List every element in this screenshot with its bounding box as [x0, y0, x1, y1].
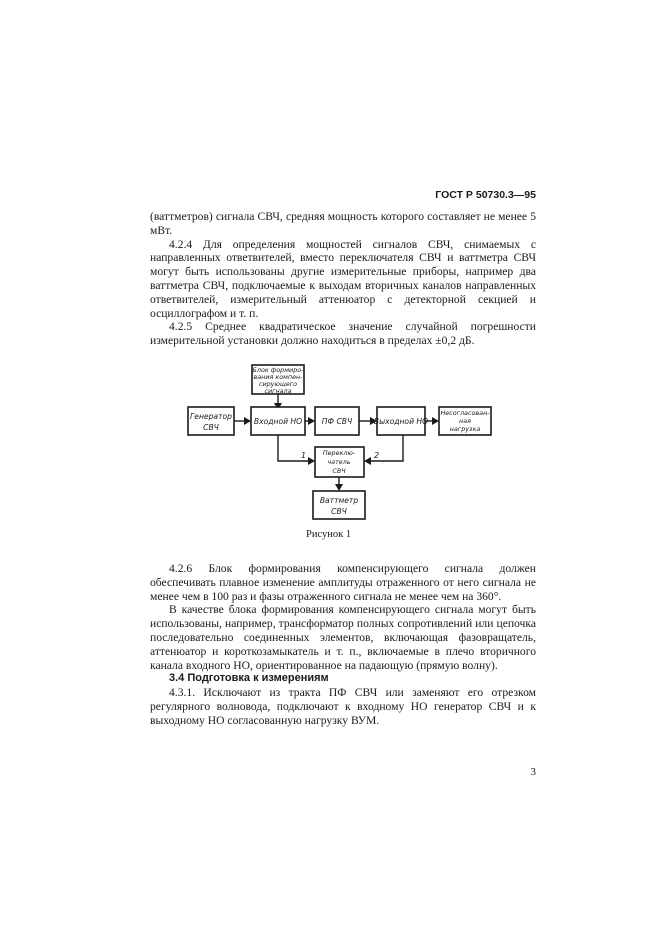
compensator-label-2: вания компен- [253, 373, 303, 381]
standard-header: ГОСТ Р 50730.3—95 [435, 189, 536, 201]
wattmeter-label-1: Ваттметр [319, 496, 359, 505]
compensator-label-4: сигнала [264, 387, 292, 395]
compensator-label-1: Блок формиро- [252, 366, 304, 374]
text-block-1 [150, 210, 536, 348]
switch-label-2: чатель [327, 458, 351, 466]
page-number: 3 [530, 766, 536, 778]
switch-label-1: Переклю- [322, 449, 356, 457]
filter-label: ПФ СВЧ [321, 417, 353, 426]
block-diagram [185, 363, 515, 523]
block-compensator [252, 365, 304, 395]
port-label-2: 2 [374, 451, 380, 460]
load-label-1: Несогласован- [440, 409, 490, 417]
paragraph-4-2-5: 4.2.5 Среднее квадратическое значение случайной погрешности измерительной установки должно находиться в пределах ±0,2 дБ. [150, 320, 536, 348]
block-load [439, 407, 491, 435]
compensator-label-3: сирующего [258, 380, 298, 388]
arrow-input-to-switch [308, 457, 315, 465]
arrow-generator-to-input [244, 417, 251, 425]
arrow-switch-to-wattmeter [335, 484, 343, 491]
port-label-1: 1 [301, 451, 307, 460]
block-wattmeter [313, 491, 365, 519]
output-coupler-label: Выходной НО [373, 417, 429, 426]
paragraph-compensator-options: В качестве блока формирования компенсирующего сигнала могут быть использованы, например, трансформатор полных сопротивлений или цепочка последовательно соединенных элементов, включающая фазовращатель, аттенюатор и короткозамыкатель и т. п., включаемые в плечо вторичного канала входного НО, ориентированное на падающую (прямую волну). [150, 603, 536, 672]
paragraph-4-2-4: 4.2.4 Для определения мощностей сигналов СВЧ, снимаемых с направленных ответвителей, вместо переключателя СВЧ и ваттметра СВЧ могут быть использованы другие измерительные приборы, например два ваттметра СВЧ, подключаемые к выходам вторичных каналов направленных ответвителей, измерительный аттенюатор с детекторной секцией и осциллографом и т. п. [150, 237, 536, 320]
paragraph-4-2-6: 4.2.6 Блок формирования компенсирующего сигнала должен обеспечивать плавное изменение амплитуды отраженного от него сигнала не менее чем в 100 раз и фазы отраженного сигнала не менее чем на 360°. [150, 562, 536, 603]
block-output-coupler [374, 407, 428, 435]
arrow-output-to-switch [364, 457, 371, 465]
switch-label-3: СВЧ [332, 467, 346, 475]
generator-label-2: СВЧ [203, 423, 219, 432]
block-filter [315, 407, 359, 435]
paragraph-4-3-1: 4.3.1. Исключают из тракта ПФ СВЧ или заменяют его отрезком регулярного волновода, подключают к входному НО генератор СВЧ и к выходному НО согласованную нагрузку ВУМ. [150, 686, 536, 727]
figure-caption: Рисунок 1 [306, 529, 352, 540]
block-generator [188, 407, 234, 435]
load-label-3: нагрузка [449, 425, 481, 433]
section-heading: 3.4 Подготовка к измерениям [169, 672, 329, 685]
text-block-2 [150, 562, 536, 728]
paragraph-continuation: (ваттметров) сигнала СВЧ, средняя мощность которого составляет не менее 5 мВт. [150, 210, 536, 237]
arrow-output-to-load [432, 417, 439, 425]
arrow-input-to-filter [308, 417, 315, 425]
wattmeter-label-2: СВЧ [331, 507, 347, 516]
block-switch [315, 447, 364, 477]
input-coupler-label: Входной НО [253, 417, 303, 426]
block-input-coupler [251, 407, 305, 435]
load-label-2: ная [459, 417, 471, 425]
generator-label-1: Генератор [190, 412, 232, 421]
